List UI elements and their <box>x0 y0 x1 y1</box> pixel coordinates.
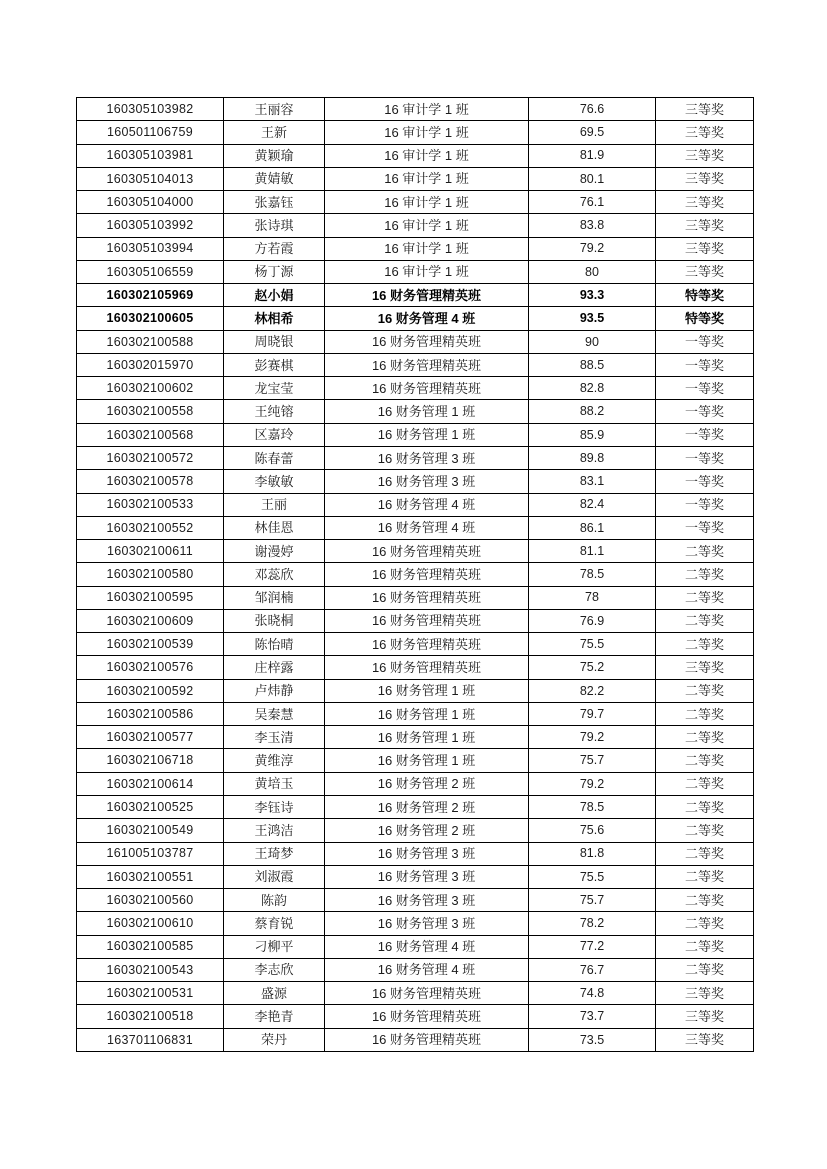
cell-award: 二等奖 <box>656 563 754 586</box>
cell-student-id: 160305103981 <box>77 144 224 167</box>
cell-score: 75.6 <box>529 819 656 842</box>
cell-score: 90 <box>529 330 656 353</box>
cell-class: 16 审计学 1 班 <box>325 237 529 260</box>
cell-name: 王琦梦 <box>224 842 325 865</box>
cell-score: 80.1 <box>529 167 656 190</box>
table-row <box>77 191 754 214</box>
cell-class: 16 财务管理精英班 <box>325 609 529 632</box>
cell-student-id: 160302100605 <box>77 307 224 330</box>
cell-student-id: 160302100611 <box>77 540 224 563</box>
cell-score: 88.2 <box>529 400 656 423</box>
cell-name: 张诗琪 <box>224 214 325 237</box>
table-row <box>77 446 754 469</box>
cell-award: 二等奖 <box>656 609 754 632</box>
cell-class: 16 财务管理 3 班 <box>325 889 529 912</box>
cell-class: 16 审计学 1 班 <box>325 121 529 144</box>
cell-name: 陈怡晴 <box>224 633 325 656</box>
table-row <box>77 307 754 330</box>
cell-score: 86.1 <box>529 516 656 539</box>
cell-award: 一等奖 <box>656 446 754 469</box>
cell-class: 16 财务管理 4 班 <box>325 307 529 330</box>
cell-award: 二等奖 <box>656 586 754 609</box>
award-results-table <box>76 97 753 1052</box>
table-row <box>77 912 754 935</box>
table-row <box>77 656 754 679</box>
cell-award: 三等奖 <box>656 237 754 260</box>
cell-class: 16 财务管理精英班 <box>325 330 529 353</box>
table-row <box>77 749 754 772</box>
cell-award: 二等奖 <box>656 679 754 702</box>
cell-student-id: 160305104000 <box>77 191 224 214</box>
cell-award: 二等奖 <box>656 749 754 772</box>
cell-score: 77.2 <box>529 935 656 958</box>
table-row <box>77 353 754 376</box>
cell-score: 73.5 <box>529 1028 656 1051</box>
cell-class: 16 财务管理精英班 <box>325 982 529 1005</box>
cell-award: 三等奖 <box>656 121 754 144</box>
cell-name: 刁柳平 <box>224 935 325 958</box>
cell-award: 二等奖 <box>656 633 754 656</box>
cell-class: 16 财务管理 3 班 <box>325 912 529 935</box>
cell-name: 李敏敏 <box>224 470 325 493</box>
cell-student-id: 160302100531 <box>77 982 224 1005</box>
table-row <box>77 1005 754 1028</box>
cell-name: 王鸿洁 <box>224 819 325 842</box>
cell-score: 79.2 <box>529 726 656 749</box>
table-row <box>77 423 754 446</box>
cell-class: 16 财务管理 4 班 <box>325 516 529 539</box>
cell-score: 83.1 <box>529 470 656 493</box>
cell-student-id: 160302100568 <box>77 423 224 446</box>
cell-award: 三等奖 <box>656 144 754 167</box>
cell-name: 龙宝莹 <box>224 377 325 400</box>
cell-class: 16 财务管理精英班 <box>325 1005 529 1028</box>
cell-score: 93.3 <box>529 284 656 307</box>
cell-student-id: 160302015970 <box>77 353 224 376</box>
results-table <box>76 97 754 1052</box>
cell-class: 16 财务管理 2 班 <box>325 772 529 795</box>
cell-class: 16 审计学 1 班 <box>325 260 529 283</box>
cell-class: 16 财务管理精英班 <box>325 586 529 609</box>
cell-student-id: 160302100551 <box>77 865 224 888</box>
table-row <box>77 400 754 423</box>
table-row <box>77 726 754 749</box>
cell-student-id: 160302100588 <box>77 330 224 353</box>
cell-score: 76.7 <box>529 958 656 981</box>
cell-name: 李钰诗 <box>224 795 325 818</box>
cell-class: 16 财务管理 3 班 <box>325 865 529 888</box>
cell-class: 16 审计学 1 班 <box>325 214 529 237</box>
cell-score: 75.5 <box>529 633 656 656</box>
cell-name: 王纯镕 <box>224 400 325 423</box>
cell-score: 79.2 <box>529 772 656 795</box>
cell-class: 16 审计学 1 班 <box>325 191 529 214</box>
cell-student-id: 160302105969 <box>77 284 224 307</box>
table-row <box>77 470 754 493</box>
cell-score: 75.7 <box>529 889 656 912</box>
cell-student-id: 160302100539 <box>77 633 224 656</box>
cell-award: 一等奖 <box>656 516 754 539</box>
cell-name: 荣丹 <box>224 1028 325 1051</box>
table-row <box>77 819 754 842</box>
cell-award: 一等奖 <box>656 377 754 400</box>
table-row <box>77 214 754 237</box>
cell-score: 82.4 <box>529 493 656 516</box>
cell-score: 79.7 <box>529 702 656 725</box>
cell-class: 16 财务管理 1 班 <box>325 400 529 423</box>
cell-student-id: 160302100518 <box>77 1005 224 1028</box>
cell-score: 74.8 <box>529 982 656 1005</box>
cell-award: 二等奖 <box>656 935 754 958</box>
cell-student-id: 160302106718 <box>77 749 224 772</box>
table-row <box>77 609 754 632</box>
table-row <box>77 377 754 400</box>
cell-award: 二等奖 <box>656 889 754 912</box>
cell-award: 一等奖 <box>656 400 754 423</box>
cell-score: 78.2 <box>529 912 656 935</box>
table-row <box>77 284 754 307</box>
cell-class: 16 财务管理精英班 <box>325 563 529 586</box>
cell-student-id: 160305106559 <box>77 260 224 283</box>
cell-award: 二等奖 <box>656 726 754 749</box>
cell-name: 卢炜静 <box>224 679 325 702</box>
table-row <box>77 679 754 702</box>
cell-name: 黄颖瑜 <box>224 144 325 167</box>
table-row <box>77 889 754 912</box>
cell-student-id: 160302100543 <box>77 958 224 981</box>
cell-award: 一等奖 <box>656 493 754 516</box>
cell-student-id: 160302100549 <box>77 819 224 842</box>
cell-student-id: 160302100552 <box>77 516 224 539</box>
cell-class: 16 财务管理 3 班 <box>325 470 529 493</box>
table-row <box>77 702 754 725</box>
cell-name: 蔡育锐 <box>224 912 325 935</box>
cell-name: 刘淑霞 <box>224 865 325 888</box>
cell-score: 79.2 <box>529 237 656 260</box>
cell-name: 王新 <box>224 121 325 144</box>
table-row <box>77 167 754 190</box>
table-row <box>77 330 754 353</box>
cell-student-id: 160302100602 <box>77 377 224 400</box>
cell-name: 赵小娟 <box>224 284 325 307</box>
cell-name: 李玉清 <box>224 726 325 749</box>
cell-name: 黄维淳 <box>224 749 325 772</box>
cell-award: 二等奖 <box>656 795 754 818</box>
cell-student-id: 160305103992 <box>77 214 224 237</box>
cell-class: 16 财务管理精英班 <box>325 540 529 563</box>
table-row <box>77 865 754 888</box>
cell-name: 张嘉钰 <box>224 191 325 214</box>
cell-class: 16 财务管理 2 班 <box>325 795 529 818</box>
cell-class: 16 财务管理精英班 <box>325 377 529 400</box>
cell-student-id: 160302100577 <box>77 726 224 749</box>
cell-student-id: 160302100533 <box>77 493 224 516</box>
cell-name: 谢漫婷 <box>224 540 325 563</box>
cell-score: 76.9 <box>529 609 656 632</box>
cell-student-id: 160305104013 <box>77 167 224 190</box>
cell-student-id: 160305103994 <box>77 237 224 260</box>
cell-award: 三等奖 <box>656 191 754 214</box>
results-table-body <box>77 98 754 1052</box>
table-row <box>77 586 754 609</box>
cell-award: 二等奖 <box>656 772 754 795</box>
table-row <box>77 842 754 865</box>
cell-score: 80 <box>529 260 656 283</box>
table-row <box>77 260 754 283</box>
cell-name: 黄培玉 <box>224 772 325 795</box>
cell-award: 三等奖 <box>656 260 754 283</box>
cell-student-id: 160302100595 <box>77 586 224 609</box>
cell-student-id: 163701106831 <box>77 1028 224 1051</box>
table-row <box>77 144 754 167</box>
cell-name: 杨丁源 <box>224 260 325 283</box>
table-row <box>77 237 754 260</box>
cell-award: 一等奖 <box>656 470 754 493</box>
cell-student-id: 160302100592 <box>77 679 224 702</box>
cell-award: 一等奖 <box>656 330 754 353</box>
cell-class: 16 财务管理 3 班 <box>325 446 529 469</box>
cell-award: 三等奖 <box>656 656 754 679</box>
table-row <box>77 516 754 539</box>
cell-name: 王丽容 <box>224 98 325 121</box>
cell-class: 16 审计学 1 班 <box>325 144 529 167</box>
cell-student-id: 160302100560 <box>77 889 224 912</box>
cell-class: 16 财务管理精英班 <box>325 284 529 307</box>
cell-student-id: 160302100576 <box>77 656 224 679</box>
cell-award: 二等奖 <box>656 912 754 935</box>
cell-score: 75.7 <box>529 749 656 772</box>
cell-score: 83.8 <box>529 214 656 237</box>
cell-award: 三等奖 <box>656 982 754 1005</box>
cell-score: 81.9 <box>529 144 656 167</box>
cell-name: 林相希 <box>224 307 325 330</box>
table-row <box>77 540 754 563</box>
cell-score: 85.9 <box>529 423 656 446</box>
table-row <box>77 958 754 981</box>
cell-student-id: 160302100525 <box>77 795 224 818</box>
cell-student-id: 160302100586 <box>77 702 224 725</box>
cell-score: 78 <box>529 586 656 609</box>
cell-score: 88.5 <box>529 353 656 376</box>
cell-student-id: 160302100578 <box>77 470 224 493</box>
cell-award: 二等奖 <box>656 819 754 842</box>
cell-student-id: 160302100614 <box>77 772 224 795</box>
table-row <box>77 493 754 516</box>
cell-award: 二等奖 <box>656 958 754 981</box>
cell-name: 李艳青 <box>224 1005 325 1028</box>
cell-name: 李志欣 <box>224 958 325 981</box>
cell-name: 区嘉玲 <box>224 423 325 446</box>
cell-name: 庄梓露 <box>224 656 325 679</box>
cell-class: 16 财务管理 4 班 <box>325 493 529 516</box>
cell-score: 82.8 <box>529 377 656 400</box>
cell-class: 16 财务管理 1 班 <box>325 726 529 749</box>
cell-score: 81.8 <box>529 842 656 865</box>
cell-award: 三等奖 <box>656 1028 754 1051</box>
cell-student-id: 160302100558 <box>77 400 224 423</box>
cell-class: 16 财务管理 1 班 <box>325 423 529 446</box>
cell-student-id: 160305103982 <box>77 98 224 121</box>
cell-class: 16 财务管理 2 班 <box>325 819 529 842</box>
cell-class: 16 财务管理 1 班 <box>325 702 529 725</box>
cell-score: 93.5 <box>529 307 656 330</box>
cell-score: 75.2 <box>529 656 656 679</box>
cell-class: 16 财务管理精英班 <box>325 1028 529 1051</box>
cell-class: 16 审计学 1 班 <box>325 167 529 190</box>
cell-award: 二等奖 <box>656 842 754 865</box>
cell-student-id: 160501106759 <box>77 121 224 144</box>
cell-award: 三等奖 <box>656 214 754 237</box>
table-row <box>77 121 754 144</box>
table-row <box>77 98 754 121</box>
cell-award: 二等奖 <box>656 540 754 563</box>
cell-name: 陈韵 <box>224 889 325 912</box>
cell-score: 81.1 <box>529 540 656 563</box>
cell-class: 16 财务管理 1 班 <box>325 749 529 772</box>
table-row <box>77 982 754 1005</box>
cell-student-id: 160302100572 <box>77 446 224 469</box>
cell-class: 16 财务管理 1 班 <box>325 679 529 702</box>
cell-name: 张晓桐 <box>224 609 325 632</box>
cell-award: 二等奖 <box>656 865 754 888</box>
cell-score: 76.6 <box>529 98 656 121</box>
cell-class: 16 财务管理精英班 <box>325 633 529 656</box>
cell-class: 16 财务管理精英班 <box>325 353 529 376</box>
cell-student-id: 160302100585 <box>77 935 224 958</box>
cell-name: 邓蕊欣 <box>224 563 325 586</box>
cell-score: 73.7 <box>529 1005 656 1028</box>
cell-award: 特等奖 <box>656 307 754 330</box>
cell-name: 陈春蕾 <box>224 446 325 469</box>
cell-score: 78.5 <box>529 563 656 586</box>
cell-name: 周晓银 <box>224 330 325 353</box>
cell-award: 三等奖 <box>656 98 754 121</box>
table-row <box>77 772 754 795</box>
cell-name: 吴秦慧 <box>224 702 325 725</box>
cell-score: 78.5 <box>529 795 656 818</box>
cell-name: 彭赛棋 <box>224 353 325 376</box>
cell-class: 16 审计学 1 班 <box>325 98 529 121</box>
cell-student-id: 160302100610 <box>77 912 224 935</box>
cell-award: 一等奖 <box>656 353 754 376</box>
cell-student-id: 160302100609 <box>77 609 224 632</box>
cell-name: 王丽 <box>224 493 325 516</box>
table-row <box>77 935 754 958</box>
cell-score: 75.5 <box>529 865 656 888</box>
cell-name: 林佳恩 <box>224 516 325 539</box>
cell-name: 方若霞 <box>224 237 325 260</box>
cell-name: 邹润楠 <box>224 586 325 609</box>
cell-award: 三等奖 <box>656 167 754 190</box>
cell-name: 盛源 <box>224 982 325 1005</box>
table-row <box>77 795 754 818</box>
cell-class: 16 财务管理精英班 <box>325 656 529 679</box>
cell-award: 一等奖 <box>656 423 754 446</box>
cell-class: 16 财务管理 4 班 <box>325 958 529 981</box>
cell-score: 76.1 <box>529 191 656 214</box>
table-row <box>77 563 754 586</box>
table-row <box>77 633 754 656</box>
cell-award: 特等奖 <box>656 284 754 307</box>
cell-score: 89.8 <box>529 446 656 469</box>
cell-score: 82.2 <box>529 679 656 702</box>
cell-award: 二等奖 <box>656 702 754 725</box>
cell-class: 16 财务管理 3 班 <box>325 842 529 865</box>
table-row <box>77 1028 754 1051</box>
cell-class: 16 财务管理 4 班 <box>325 935 529 958</box>
cell-name: 黄婧敏 <box>224 167 325 190</box>
cell-student-id: 161005103787 <box>77 842 224 865</box>
cell-student-id: 160302100580 <box>77 563 224 586</box>
cell-score: 69.5 <box>529 121 656 144</box>
cell-award: 三等奖 <box>656 1005 754 1028</box>
